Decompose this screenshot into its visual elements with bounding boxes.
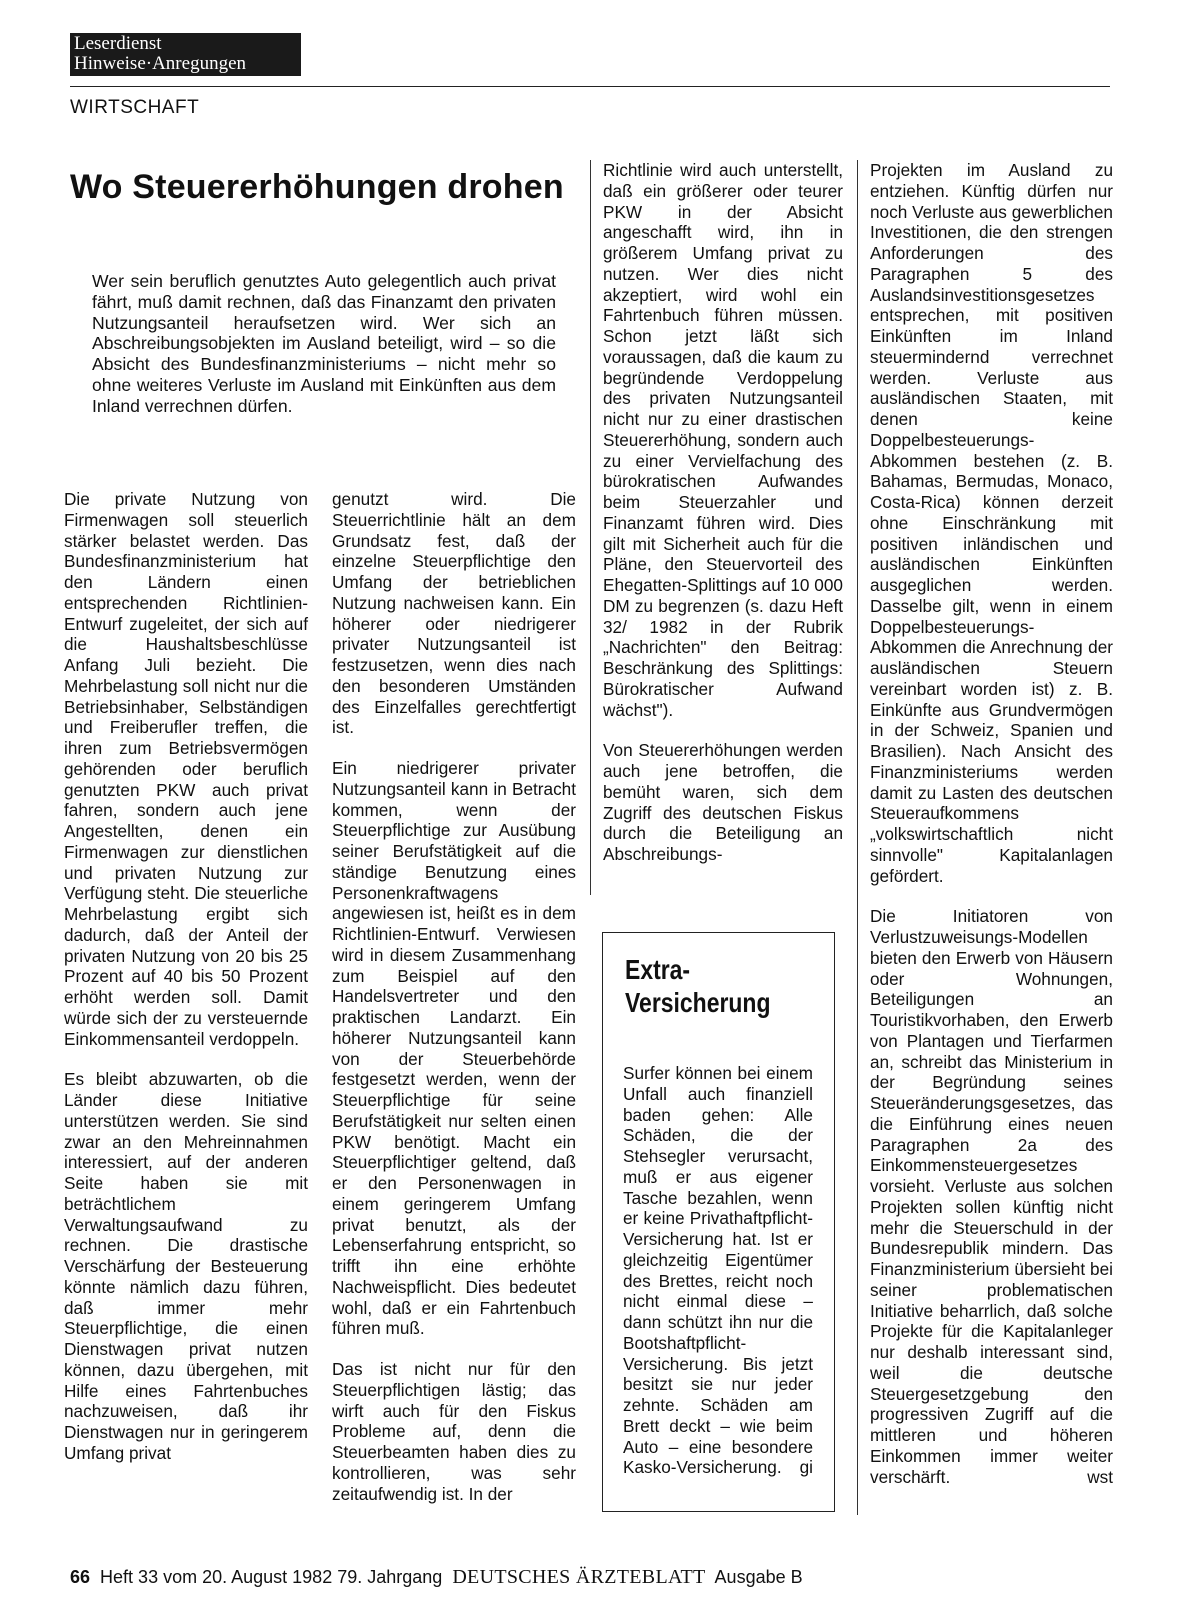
author-signature: wst [1087, 1466, 1113, 1487]
paragraph: Das ist nicht nur für den Steuerpflichtigen lästig; das wirft auch für den Fiskus Probleme auf, denn die Steuerbeamten haben dies zu kontrollieren, was sehr zeitaufwendig ist. In der [332, 1359, 576, 1504]
sidebar-title-line-1: Extra- [625, 954, 691, 985]
paragraph: Die private Nutzung von Firmenwagen soll steuerlich stärker belastet werden. Das Bundesfinanzministerium hat den Ländern einen entsprechenden Richtlinien-Entwurf zugeleitet, der sich auf die Haushaltsbeschlüsse Anfang Juli bezieht. Die Mehrbelastung soll nicht nur die Betriebsinhaber, Selbständigen und Freiberufler treffen, die ihren zum Betriebsvermögen gehörenden oder beruflich genutzten PKW auch privat fahren, sondern auch jene Angestellten, denen ein Firmenwagen zur dienstlichen und privaten Nutzung zur Verfügung steht. Die steuerliche Mehrbelastung ergibt sich dadurch, daß der Anteil der privaten Nutzung von 20 bis 25 Prozent auf 40 bis 50 Prozent erhöht werden soll. Damit würde sich der zu versteuernde Einkommensanteil verdoppeln. [64, 489, 308, 1049]
article-lead: Wer sein beruflich genutztes Auto gelegentlich auch privat fährt, muß damit rechnen, daß das Finanzamt den privaten Nutzungsanteil heraufsetzen wird. Wer sich an Abschreibungsobjekten im Ausland beteiligt, wird – so die Absicht des Bundesfinanzministeriums – nicht mehr so ohne weiteres Verluste im Ausland mit Einkünften aus dem Inland verrechnen dürfen. [92, 271, 556, 416]
paragraph: Ein niedrigerer privater Nutzungsanteil kann in Betracht kommen, wenn der Steuerpflichtige zur Ausübung seiner Berufstätigkeit auf die ständige Benutzung eines Personenkraftwagens angewiesen ist, heißt es in dem Richtlinien-Entwurf. Verwiesen wird in diesem Zusammenhang zum Beispiel auf den Handelsvertreter und den praktischen Landarzt. Ein höherer Nutzungsanteil kann von der Steuerbehörde festgesetzt werden, wenn der Steuerpflichtige für seine Berufstätigkeit nur selten einen PKW benötigt. Macht ein Steuerpflichtiger geltend, daß er den Personenwagen in einem geringerem Umfang privat benutzt, als der Lebenserfahrung entspricht, so trifft ihn eine erhöhte Nachweispflicht. Dies bedeutet wohl, daß er ein Fahrtenbuch führen muß. [332, 758, 576, 1339]
paragraph: Es bleibt abzuwarten, ob die Länder diese Initiative unterstützen werden. Sie sind zwar an den Mehreinnahmen interessiert, auf der anderen Seite haben sie mit beträchtlichem Verwaltungsaufwand zu rechnen. Die drastische Verschärfung der Besteuerung könnte nämlich dazu führen, daß immer mehr Steuerpflichtige, die einen Dienstwagen privat nutzen können, dazu übergehen, mit Hilfe eines Fahrtenbuches nachzuweisen, daß ihr Dienstwagen nur in geringerem Umfang privat [64, 1069, 308, 1463]
issue-info: Heft 33 vom 20. August 1982 79. Jahrgang [100, 1567, 443, 1587]
header-rule [70, 86, 1110, 87]
edition-label: Ausgabe B [714, 1567, 803, 1587]
sidebar-title-line-2: Versicherung [625, 987, 771, 1018]
column-divider [590, 160, 591, 895]
paragraph: Von Steuererhöhungen werden auch jene betroffen, die bemüht waren, sich dem Zugriff des deutschen Fiskus durch die Beteiligung an Abschreibungs- [603, 740, 843, 864]
section-label: WIRTSCHAFT [70, 97, 200, 118]
page-number: 66 [70, 1567, 91, 1587]
column-2 [332, 489, 576, 1524]
column-divider [857, 160, 858, 1515]
column-3 [603, 160, 843, 885]
paragraph: Projekten im Ausland zu entziehen. Künftig dürfen nur noch Verluste aus gewerblichen Investitionen, die den strengen Anforderungen des Paragraphen 5 des Auslandsinvestitionsgesetzes entsprechen, mit positiven Einkünften im Inland steuermindernd verrechnet werden. Verluste aus ausländischen Staaten, mit denen keine Doppelbesteuerungs-Abkommen bestehen (z. B. Bahamas, Bermudas, Monaco, Costa-Rica) können derzeit ohne Einschränkung mit positiven inländischen und ausländischen Einkünften ausgeglichen werden. Dasselbe gilt, wenn in einem Doppelbesteuerungs-Abkommen die Anrechnung der ausländischen Steuern vereinbart worden ist) z. B. Einkünfte aus Grundvermögen in der Schweiz, Spanien und Brasilien). Nach Ansicht des Finanzministeriums werden damit zu Lasten des deutschen Steueraufkommens „volkswirtschaftlich nicht sinnvolle" Kapitalanlagen gefördert. [870, 160, 1113, 886]
page-footer [70, 1566, 803, 1589]
sidebar-text: Surfer können bei einem Unfall auch finanziell baden gehen: Alle Schäden, die der Stehsegler verursacht, muß er aus eigener Tasche bezahlen, wenn er keine Privathaftpflicht-Versicherung hat. Ist er gleichzeitig Eigentümer des Brettes, reicht noch nicht einmal diese – dann schützt ihn nur die Bootshaftpflicht-Versicherung. Bis jetzt besitzt sie nur jeder zehnte. Schäden am Brett deckt – wie beim Auto – eine besondere Kasko-Versicherung. [623, 1063, 813, 1478]
paragraph: Richtlinie wird auch unterstellt, daß ein größerer oder teurer PKW in der Absicht angeschafft wird, ihn in größerem Umfang privat zu nutzen. Wer dies nicht akzeptiert, wird wohl ein Fahrtenbuch führen müssen. Schon jetzt läßt sich voraussagen, daß die kaum zu begründende Verdoppelung des privaten Nutzungsanteil nicht nur zu einer drastischen Steuererhöhung, sondern auch zu einer Vervielfachung des bürokratischen Aufwandes beim Steuerzahler und Finanzamt führen wird. Dies gilt mit Sicherheit auch für die Pläne, den Steuervorteil des Ehegatten-Splittings auf 10 000 DM zu begrenzen (s. dazu Heft 32/ 1982 in der Rubrik „Nachrichten" den Beitrag: Beschränkung des Splittings: Bürokratischer Aufwand wächst"). [603, 160, 843, 720]
paragraph [870, 906, 1113, 1487]
sidebar-box [602, 932, 835, 1512]
sidebar-title [625, 953, 770, 1019]
magazine-name: DEUTSCHES ÄRZTEBLATT [452, 1566, 706, 1588]
sidebar-signature: gi [799, 1457, 813, 1478]
column-4 [870, 160, 1113, 1507]
masthead-label [70, 33, 301, 76]
paragraph: genutzt wird. Die Steuerrichtlinie hält an dem Grundsatz fest, daß der einzelne Steuerpflichtige den Umfang der betrieblichen Nutzung nachweisen kann. Ein höherer oder niedrigerer privater Nutzungsanteil ist festzusetzen, wenn dies nach den besonderen Umständen des Einzelfalles gerechtfertigt ist. [332, 489, 576, 738]
column-1 [64, 489, 308, 1484]
sidebar-body [623, 1063, 813, 1478]
paragraph-text: Die Initiatoren von Verlustzuweisungs-Modellen bieten den Erwerb von Häusern oder Wohnungen, Beteiligungen an Touristikvorhaben, den Erwerb von Plantagen und Tierfarmen an, schreibt das Ministerium in der Begründung seines Steueränderungsgesetzes, das die Einführung eines neuen Paragraphen 2a des Einkommensteuergesetzes vorsieht. Verluste aus solchen Projekten sollen künftig nicht mehr die Steuerschuld in der Bundesrepublik mindern. Das Finanzministerium übersieht bei seiner problematischen Initiative beharrlich, daß solche Projekte für die Kapitalanleger nur deshalb interessant sind, weil die deutsche Steuergesetzgebung den progressiven Zugriff auf die mittleren und höheren Einkommen immer weiter verschärft. [870, 906, 1113, 1487]
masthead-line-1: Leserdienst [74, 33, 162, 54]
masthead-line-2: Hinweise·Anregungen [74, 53, 247, 74]
article-title: Wo Steuererhöhungen drohen [70, 168, 564, 206]
